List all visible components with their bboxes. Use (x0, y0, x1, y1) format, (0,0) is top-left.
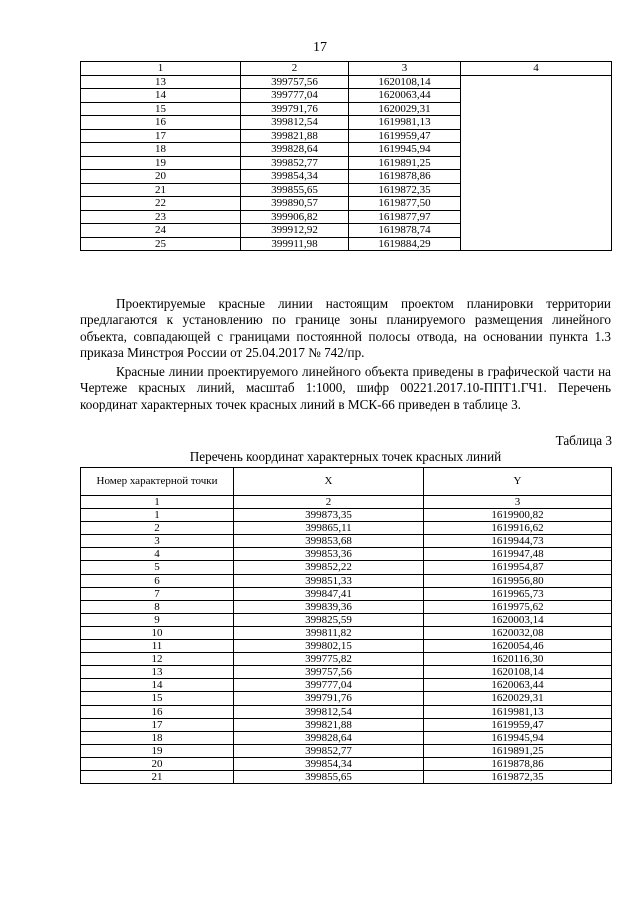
column-index: 1 (81, 496, 234, 509)
x-cell: 399911,98 (241, 237, 349, 251)
y-cell: 1620029,31 (349, 102, 461, 116)
table-index-row (81, 496, 612, 509)
table-row (81, 757, 612, 770)
paragraph-red-lines-drawing (80, 364, 611, 413)
y-cell: 1619956,80 (424, 574, 612, 587)
x-cell: 399890,57 (241, 197, 349, 211)
y-cell: 1620063,44 (349, 89, 461, 103)
y-cell: 1620063,44 (424, 679, 612, 692)
y-cell: 1620032,08 (424, 626, 612, 639)
x-cell: 399851,33 (234, 574, 424, 587)
x-cell: 399853,68 (234, 535, 424, 548)
table-row (81, 548, 612, 561)
y-cell: 1619981,13 (349, 116, 461, 130)
x-cell: 399912,92 (241, 224, 349, 238)
y-cell: 1619891,25 (349, 156, 461, 170)
point-number-cell: 6 (81, 574, 234, 587)
y-cell: 1620003,14 (424, 613, 612, 626)
x-cell: 399865,11 (234, 522, 424, 535)
table-row (81, 626, 612, 639)
column-header: 2 (241, 62, 349, 76)
y-cell: 1619872,35 (424, 770, 612, 783)
table-caption: Таблица 3 (555, 433, 612, 448)
x-cell: 399802,15 (234, 640, 424, 653)
y-cell: 1619981,13 (424, 705, 612, 718)
point-number-cell: 3 (81, 535, 234, 548)
y-cell: 1619945,94 (424, 731, 612, 744)
table-row (81, 561, 612, 574)
table-row (81, 613, 612, 626)
table-row (81, 75, 612, 89)
point-number-cell: 20 (81, 170, 241, 184)
y-cell: 1619891,25 (424, 744, 612, 757)
y-cell: 1620108,14 (349, 75, 461, 89)
point-number-cell: 21 (81, 770, 234, 783)
table-row (81, 679, 612, 692)
x-cell: 399821,88 (234, 718, 424, 731)
table-row (81, 640, 612, 653)
point-number-cell: 4 (81, 548, 234, 561)
x-cell: 399853,36 (234, 548, 424, 561)
point-number-cell: 17 (81, 718, 234, 731)
point-number-cell: 7 (81, 587, 234, 600)
x-cell: 399854,34 (234, 757, 424, 770)
column-index: 2 (234, 496, 424, 509)
point-number-cell: 2 (81, 522, 234, 535)
y-cell: 1619878,86 (424, 757, 612, 770)
column-header: 1 (81, 62, 241, 76)
point-number-cell: 13 (81, 75, 241, 89)
table-row (81, 600, 612, 613)
table-row (81, 509, 612, 522)
x-cell: 399855,65 (234, 770, 424, 783)
paragraph-red-lines (80, 296, 611, 362)
point-number-cell: 20 (81, 757, 234, 770)
point-number-cell: 5 (81, 561, 234, 574)
column-header-y: Y (424, 468, 612, 496)
x-cell: 399852,77 (241, 156, 349, 170)
empty-merged-cell (461, 75, 612, 251)
y-cell: 1619947,48 (424, 548, 612, 561)
point-number-cell: 15 (81, 102, 241, 116)
point-number-cell: 13 (81, 666, 234, 679)
y-cell: 1619884,29 (349, 237, 461, 251)
x-cell: 399873,35 (234, 509, 424, 522)
x-cell: 399811,82 (234, 626, 424, 639)
page-number: 17 (313, 40, 327, 55)
point-number-cell: 19 (81, 156, 241, 170)
y-cell: 1619945,94 (349, 143, 461, 157)
x-cell: 399757,56 (241, 75, 349, 89)
x-cell: 399852,22 (234, 561, 424, 574)
paragraph-text: Красные линии проектируемого линейного объекта приведены в графической части на Чертеже красных линий, масштаб 1:1000, шифр 00221.2017.10-ППТ1.ГЧ1. Перечень координат характерных точек красных линий в МСК-66 приведен в таблице 3. (80, 364, 611, 412)
point-number-cell: 16 (81, 705, 234, 718)
point-number-cell: 9 (81, 613, 234, 626)
point-number-cell: 23 (81, 210, 241, 224)
y-cell: 1619959,47 (349, 129, 461, 143)
table-row (81, 718, 612, 731)
table-row (81, 587, 612, 600)
table-row (81, 666, 612, 679)
point-number-cell: 17 (81, 129, 241, 143)
y-cell: 1619877,50 (349, 197, 461, 211)
x-cell: 399906,82 (241, 210, 349, 224)
x-cell: 399777,04 (241, 89, 349, 103)
point-number-cell: 18 (81, 731, 234, 744)
x-cell: 399791,76 (241, 102, 349, 116)
table-row (81, 653, 612, 666)
red-lines-points-table (80, 467, 612, 784)
x-cell: 399775,82 (234, 653, 424, 666)
point-number-cell: 8 (81, 600, 234, 613)
x-cell: 399757,56 (234, 666, 424, 679)
y-cell: 1619878,74 (349, 224, 461, 238)
x-cell: 399821,88 (241, 129, 349, 143)
table-row (81, 535, 612, 548)
y-cell: 1620116,30 (424, 653, 612, 666)
table-row (81, 744, 612, 757)
point-number-cell: 25 (81, 237, 241, 251)
point-number-cell: 11 (81, 640, 234, 653)
y-cell: 1619872,35 (349, 183, 461, 197)
point-number-cell: 14 (81, 679, 234, 692)
x-cell: 399777,04 (234, 679, 424, 692)
y-cell: 1620054,46 (424, 640, 612, 653)
point-number-cell: 1 (81, 509, 234, 522)
x-cell: 399812,54 (234, 705, 424, 718)
x-cell: 399828,64 (241, 143, 349, 157)
x-cell: 399825,59 (234, 613, 424, 626)
point-number-cell: 24 (81, 224, 241, 238)
x-cell: 399839,36 (234, 600, 424, 613)
y-cell: 1619916,62 (424, 522, 612, 535)
y-cell: 1619965,73 (424, 587, 612, 600)
y-cell: 1619877,97 (349, 210, 461, 224)
x-cell: 399852,77 (234, 744, 424, 757)
column-header: 3 (349, 62, 461, 76)
point-number-cell: 19 (81, 744, 234, 757)
table-row (81, 692, 612, 705)
column-header: 4 (461, 62, 612, 76)
table-row (81, 574, 612, 587)
point-number-cell: 15 (81, 692, 234, 705)
x-cell: 399847,41 (234, 587, 424, 600)
point-number-cell: 12 (81, 653, 234, 666)
table-row (81, 770, 612, 783)
paragraph-text: Проектируемые красные линии настоящим проектом планировки территории предлагаются к установлению по границе зоны планируемого размещения линейного объекта, совпадающей с границами постоянной полосы отвода, на основании пункта 1.3 приказа Минстроя России от 25.04.2017 № 742/пр. (80, 296, 611, 361)
x-cell: 399812,54 (241, 116, 349, 130)
y-cell: 1619900,82 (424, 509, 612, 522)
table-header-row (81, 468, 612, 496)
point-number-cell: 16 (81, 116, 241, 130)
x-cell: 399791,76 (234, 692, 424, 705)
y-cell: 1619944,73 (424, 535, 612, 548)
table-row (81, 731, 612, 744)
column-index: 3 (424, 496, 612, 509)
column-header-point-number: Номер характерной точки (81, 468, 234, 496)
x-cell: 399828,64 (234, 731, 424, 744)
x-cell: 399855,65 (241, 183, 349, 197)
point-number-cell: 10 (81, 626, 234, 639)
x-cell: 399854,34 (241, 170, 349, 184)
table-header-row (81, 62, 612, 76)
y-cell: 1620029,31 (424, 692, 612, 705)
column-header-x: X (234, 468, 424, 496)
y-cell: 1619954,87 (424, 561, 612, 574)
y-cell: 1619975,62 (424, 600, 612, 613)
table-title: Перечень координат характерных точек красных линий (189, 449, 502, 464)
point-number-cell: 21 (81, 183, 241, 197)
point-number-cell: 18 (81, 143, 241, 157)
y-cell: 1620108,14 (424, 666, 612, 679)
y-cell: 1619959,47 (424, 718, 612, 731)
table-row (81, 705, 612, 718)
point-number-cell: 14 (81, 89, 241, 103)
point-number-cell: 22 (81, 197, 241, 211)
continued-coordinates-table (80, 61, 612, 251)
y-cell: 1619878,86 (349, 170, 461, 184)
table-row (81, 522, 612, 535)
